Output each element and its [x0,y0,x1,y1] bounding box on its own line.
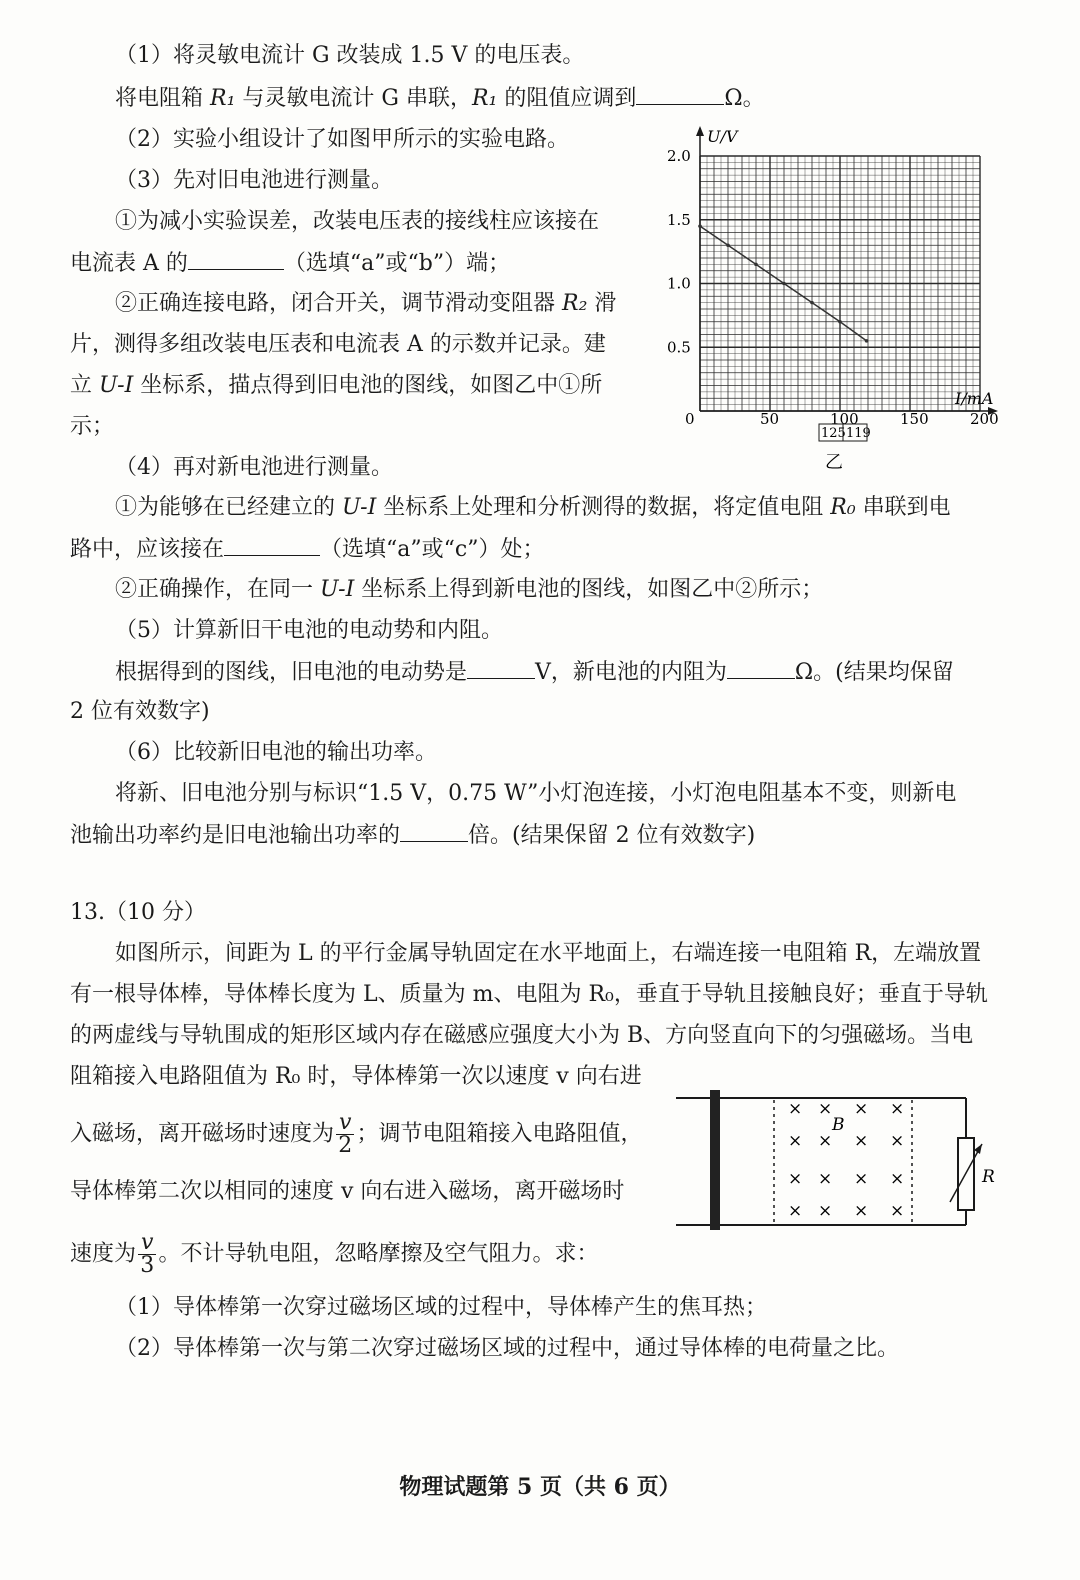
text: 电流表 A 的 [70,251,188,276]
text: 池输出功率约是旧电池输出功率的 [70,823,401,848]
text: ①为能够在已经建立的 [115,495,342,520]
s6-line2 [70,819,755,852]
magnetic-field-marks [788,1099,904,1221]
p13-line4: 阻箱接入电路阻值为 R₀ 时，导体棒第一次以速度 v 向右进 [70,1064,642,1089]
s1-title: （1）将灵敏电流计 G 改装成 1.5 V 的电压表。 [115,43,585,68]
y-tick-label: 1.5 [667,210,691,229]
symbol-r1: R₁ [471,86,498,111]
origin-label: 0 [685,410,695,428]
chart-grid [700,156,980,411]
y-axis-label: U/V [707,127,738,146]
text: 速度为 [70,1241,137,1267]
page-footer: 物理试题第 5 页（共 6 页） [399,1474,681,1500]
s3-q2-line4: 示； [70,414,115,439]
s6-line1: 将新、旧电池分别与标识“1.5 V，0.75 W”小灯泡连接，小灯泡电阻基本不变，则新电 [115,781,957,806]
p13-line1: 如图所示，间距为 L 的平行金属导轨固定在水平地面上，右端连接一电阻箱 R，左端放置 [115,941,982,966]
s2: （2）实验小组设计了如图甲所示的实验电路。 [115,127,569,152]
chart-u-i [655,118,1015,478]
data-point [726,243,730,247]
y-tick-label: 2.0 [667,147,691,165]
text: 根据得到的图线，旧电池的电动势是 [115,660,468,685]
x-tick-label: 100 [830,410,859,428]
field-mark-x: × [818,1169,833,1189]
data-point [698,224,702,228]
text: V，新电池的内阻为 [535,660,727,685]
text: Ω。(结果均保留 [794,660,954,685]
answer-blank[interactable] [636,82,724,105]
field-mark-x: × [890,1099,905,1119]
field-mark-x: × [788,1201,803,1221]
rail-figure [668,1070,998,1240]
text: （选填“a”或“c”）处； [320,537,545,562]
answer-blank[interactable] [188,247,284,270]
field-mark-x: × [788,1169,803,1189]
data-point [865,339,869,343]
p13-q1: （1）导体棒第一次穿过磁场区域的过程中，导体棒产生的焦耳热； [115,1295,767,1320]
denominator: 2 [338,1133,353,1158]
fraction-v-over-2 [336,1112,354,1157]
field-mark-x: × [854,1201,869,1221]
y-axis-arrow [696,126,704,136]
field-mark-x: × [788,1131,803,1151]
field-mark-x: × [854,1169,869,1189]
s4: （4）再对新电池进行测量。 [115,455,393,480]
text: （选填“a”或“b”）端； [283,251,511,276]
s3-q2-line1 [115,288,616,320]
s5-line1 [115,656,954,689]
s5: （5）计算新旧干电池的电动势和内阻。 [115,618,503,643]
field-mark-x: × [788,1099,803,1119]
figure-caption: 乙 [825,452,843,473]
text: 坐标系上得到新电池的图线，如图乙中②所示； [354,577,824,602]
numerator: v [138,1232,156,1255]
x-tick-label: 150 [900,410,929,428]
text: ；调节电阻箱接入电路阻值， [356,1121,643,1147]
symbol-r0: R₀ [830,495,856,520]
answer-blank[interactable] [467,656,535,679]
tick-label-125: 125 [821,426,846,441]
x-tick-label: 50 [760,410,780,428]
answer-blank[interactable] [727,656,795,679]
symbol-ui: U-I [99,373,134,398]
p13-line5 [70,1112,642,1157]
y-tick-labels [667,147,691,356]
s4-q1-line2 [70,533,544,566]
text: ②正确连接电路，闭合开关，调节滑动变阻器 [115,291,562,316]
symbol-ui: U-I [320,577,355,602]
field-mark-x: × [890,1169,905,1189]
symbol-r1: R₁ [210,86,236,111]
data-point [810,301,814,305]
field-mark-x: × [854,1131,869,1151]
data-point [754,263,758,267]
s3-q2-line2: 片，测得多组改装电压表和电流表 A 的示数并记录。建 [70,332,606,357]
label-b: B [832,1115,845,1135]
s3: （3）先对旧电池进行测量。 [115,168,393,193]
text: 与灵敏电流计 G 串联， [235,86,472,111]
symbol-r2: R₂ [562,291,588,316]
text: 倍。(结果保留 2 位有效数字) [468,823,756,848]
s4-q1-line1 [115,492,951,524]
denominator: 3 [140,1253,155,1278]
text: 路中，应该接在 [70,537,225,562]
p13-header: 13.（10 分） [70,900,206,925]
p13-q2: （2）导体棒第一次与第二次穿过磁场区域的过程中，通过导体棒的电荷量之比。 [115,1336,899,1361]
field-mark-x: × [818,1201,833,1221]
field-mark-x: × [818,1131,833,1151]
answer-blank[interactable] [224,533,320,556]
field-mark-x: × [890,1131,905,1151]
text: 串联到电 [855,495,951,520]
s5-line2: 2 位有效数字) [70,699,210,724]
field-mark-x: × [890,1201,905,1221]
s3-q2-line3 [70,370,602,402]
data-point [838,320,842,324]
text: 坐标系上处理和分析测得的数据，将定值电阻 [376,495,831,520]
x-axis-label: I/mA [955,389,994,408]
conductor-rod [710,1090,720,1230]
symbol-ui: U-I [342,495,377,520]
s1-body [115,82,765,115]
text: 滑 [587,291,617,316]
data-point [782,282,786,286]
s6: （6）比较新旧电池的输出功率。 [115,740,437,765]
p13-line7 [70,1232,598,1277]
text: 将电阻箱 [115,86,210,111]
s4-q2 [115,574,823,606]
numerator: v [336,1112,354,1135]
fraction-v-over-3 [138,1232,156,1277]
p13-line3: 的两虚线与导轨围成的矩形区域内存在磁感应强度大小为 B、方向竖直向下的匀强磁场。当电 [70,1023,974,1048]
s3-q1-line1: ①为减小实验误差，改装电压表的接线柱应该接在 [115,209,600,234]
answer-blank[interactable] [400,819,468,842]
s3-q1-line2 [70,247,510,280]
text: 的阻值应调到 [497,86,637,111]
variable-arrow-head [974,1144,982,1154]
tick-label-119: 119 [846,426,871,441]
y-tick-label: 1.0 [667,274,691,293]
text: Ω。 [724,86,765,111]
text: 坐标系，描点得到旧电池的图线，如图乙中①所 [133,373,603,398]
x-tick-labels [760,410,999,428]
text: 。不计导轨电阻，忽略摩擦及空气阻力。求： [158,1241,599,1267]
field-mark-x: × [818,1099,833,1119]
label-r: R [982,1167,995,1187]
text: 入磁场，离开磁场时速度为 [70,1121,335,1147]
x-tick-label: 200 [970,410,999,428]
p13-line6: 导体棒第二次以相同的速度 v 向右进入磁场，离开磁场时 [70,1179,625,1204]
field-mark-x: × [854,1099,869,1119]
p13-line2: 有一根导体棒，导体棒长度为 L、质量为 m、电阻为 R₀，垂直于导轨且接触良好；垂直于导轨 [70,982,988,1007]
text: 立 [70,373,99,398]
y-tick-label: 0.5 [667,338,691,357]
text: ②正确操作，在同一 [115,577,320,602]
